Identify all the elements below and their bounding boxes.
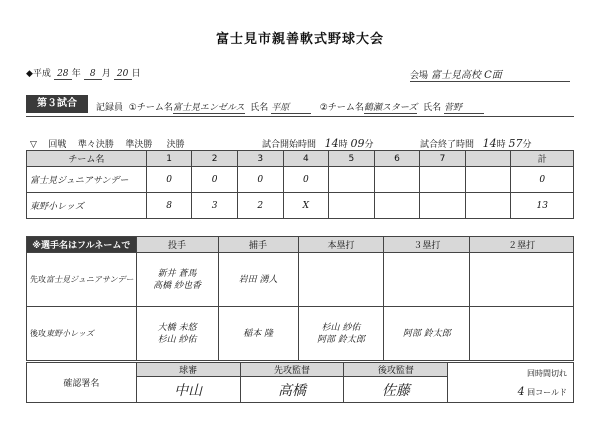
name1-value: 平原 — [271, 100, 311, 114]
double-header: ２塁打 — [470, 237, 574, 253]
start-hour-unit: 時 — [338, 140, 348, 150]
inning-header: 6 — [374, 151, 420, 167]
team2-value: 鶴瀬スターズ — [363, 103, 418, 113]
player-team: 東野小レッズ — [46, 329, 94, 338]
inning-header: 5 — [329, 151, 375, 167]
round-item: 準決勝 — [125, 140, 153, 150]
score-cell: 0 — [283, 167, 329, 193]
fullname-note: ※選手名はフルネームで — [27, 237, 137, 253]
side-label: 先攻 — [30, 275, 46, 284]
player-name: 阿部 鈴太郎 — [317, 334, 365, 345]
name2-label: 氏名 — [423, 103, 442, 113]
start-time-label: 試合開始時間 — [262, 140, 317, 150]
recorder-label: 記録員 — [96, 103, 124, 113]
double-cell — [470, 253, 574, 307]
umpire-header: 球審 — [136, 363, 240, 377]
player-row — [27, 307, 574, 361]
player-name: 新井 蒼馬 — [157, 268, 197, 279]
confirm-label: 確認署名 — [27, 363, 137, 403]
player-name: 稲本 隆 — [243, 328, 273, 339]
score-row — [27, 167, 574, 193]
date-month: 8 — [84, 69, 102, 80]
inning-header: 2 — [192, 151, 238, 167]
score-cell — [374, 167, 420, 193]
time-limit-label: 回時間切れ — [527, 368, 567, 378]
catcher-header: 捕手 — [218, 237, 298, 253]
round-item: 準々決勝 — [77, 140, 114, 150]
player-name: 杉山 紗佑 — [157, 334, 197, 345]
score-team: 東野小レッズ — [27, 193, 147, 219]
player-team-cell — [27, 253, 137, 307]
end-min: 57 — [508, 137, 523, 150]
homerun-header: 本塁打 — [298, 237, 384, 253]
score-cell — [420, 167, 466, 193]
round-item: 決勝 — [166, 140, 185, 150]
inning-header — [465, 151, 511, 167]
recorder-line — [96, 100, 576, 114]
date-day: 20 — [114, 69, 132, 80]
score-cell — [465, 193, 511, 219]
score-cell: 0 — [237, 167, 283, 193]
score-total: 13 — [511, 193, 574, 219]
game-number-badge: 第３試合 — [26, 95, 88, 113]
date-month-unit: 月 — [101, 69, 111, 79]
umpire-signature: 中山 — [136, 377, 240, 403]
score-cell — [465, 167, 511, 193]
triple-cell — [384, 307, 470, 361]
called-label: 回コールド — [527, 387, 567, 397]
homerun-cell — [298, 307, 384, 361]
score-cell: 0 — [192, 167, 238, 193]
inning-header: 3 — [237, 151, 283, 167]
inning-header: 1 — [146, 151, 192, 167]
end-min-unit: 分 — [522, 140, 532, 150]
score-cell — [374, 193, 420, 219]
venue-label: 会場 — [410, 71, 429, 81]
date-year-unit: 年 — [71, 69, 81, 79]
home-manager-header: 後攻監督 — [344, 363, 448, 377]
visitor-manager-signature: 高橋 — [240, 377, 344, 403]
name1-label: 氏名 — [250, 103, 269, 113]
score-cell: 3 — [192, 193, 238, 219]
double-cell — [470, 307, 574, 361]
start-hour: 14 — [324, 137, 339, 150]
end-hour: 14 — [482, 137, 497, 150]
date-year: 28 — [54, 69, 72, 80]
player-name: 阿部 鈴太郎 — [402, 328, 451, 339]
triple-cell — [384, 253, 470, 307]
inning-header: 4 — [283, 151, 329, 167]
score-cell — [420, 193, 466, 219]
rounds-line — [30, 137, 185, 150]
player-name: 杉山 紗佑 — [321, 322, 361, 333]
score-cell: X — [283, 193, 329, 219]
called-game-cell — [448, 363, 574, 403]
score-cell — [329, 193, 375, 219]
catcher-cell — [218, 307, 298, 361]
homerun-cell — [298, 253, 384, 307]
pitcher-cell — [136, 307, 218, 361]
player-name: 岩田 湧人 — [238, 274, 278, 285]
venue-value: 富士見高校 C面 — [430, 70, 502, 81]
score-table — [26, 150, 574, 219]
side-label: 後攻 — [30, 329, 46, 338]
score-cell: 0 — [146, 167, 192, 193]
called-count: 4 — [517, 384, 525, 398]
score-row — [27, 193, 574, 219]
home-manager-signature: 佐藤 — [344, 377, 448, 403]
rounds-marker: ▽ — [30, 140, 37, 150]
end-time — [420, 137, 532, 150]
player-team-cell — [27, 307, 137, 361]
player-team: 富士見ジュニアサンデー — [46, 275, 134, 284]
score-cell — [329, 167, 375, 193]
round-item: 回戦 — [48, 140, 67, 150]
signature-table — [26, 362, 574, 403]
end-hour-unit: 時 — [496, 140, 506, 150]
catcher-cell — [218, 253, 298, 307]
pitcher-header: 投手 — [136, 237, 218, 253]
pitcher-cell — [136, 253, 218, 307]
divider — [26, 116, 574, 117]
player-name: 大橋 未悠 — [157, 322, 197, 333]
team-header: チーム名 — [27, 151, 147, 167]
player-table — [26, 236, 574, 361]
end-time-label: 試合終了時間 — [420, 140, 475, 150]
team1-label: ①チーム名 — [128, 103, 173, 113]
score-total: 0 — [511, 167, 574, 193]
score-team: 富士見ジュニアサンデー — [27, 167, 147, 193]
date-day-unit: 日 — [131, 69, 141, 79]
start-min: 09 — [350, 137, 365, 150]
player-row — [27, 253, 574, 307]
triple-header: ３塁打 — [384, 237, 470, 253]
score-cell: 2 — [237, 193, 283, 219]
team1-value: 富士見エンゼルス — [172, 103, 245, 113]
page-title: 富士見市親善軟式野球大会 — [215, 32, 384, 47]
team2-label: ②チーム名 — [319, 103, 364, 113]
venue — [410, 66, 570, 82]
player-name: 高橋 紗也香 — [153, 280, 201, 291]
start-min-unit: 分 — [364, 140, 374, 150]
start-time — [262, 137, 374, 150]
date-prefix: ◆平成 — [26, 69, 51, 79]
visitor-manager-header: 先攻監督 — [240, 363, 344, 377]
inning-header: 7 — [420, 151, 466, 167]
name2-value: 菅野 — [444, 100, 484, 114]
score-cell: 8 — [146, 193, 192, 219]
total-header: 計 — [511, 151, 574, 167]
date-line — [26, 66, 141, 80]
